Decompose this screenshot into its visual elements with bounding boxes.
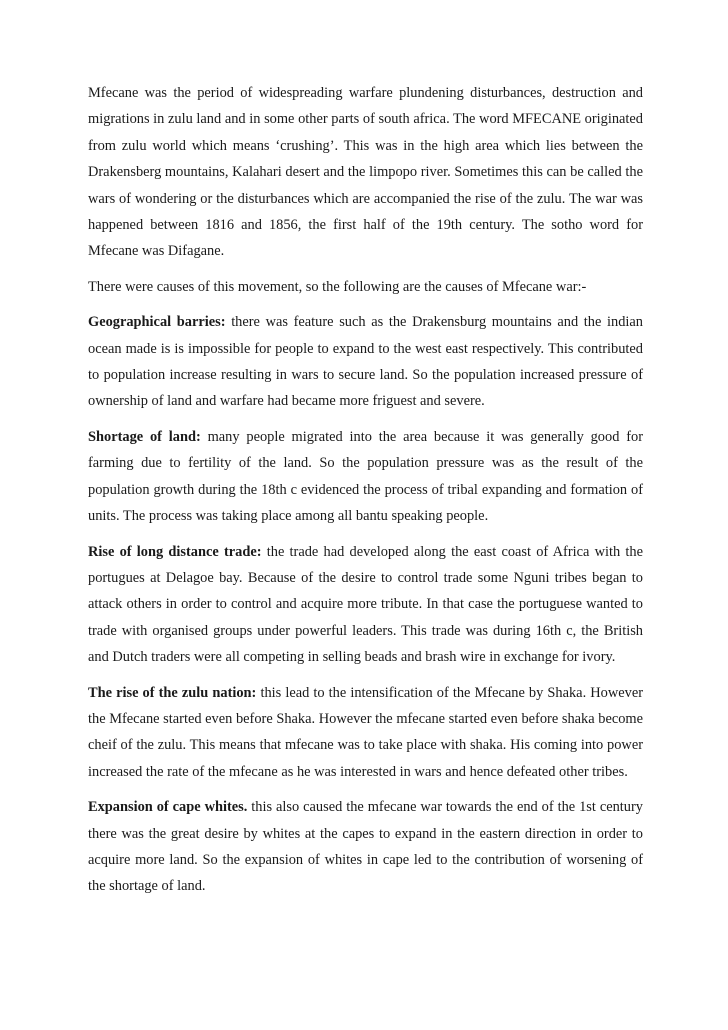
- paragraph-heading: Shortage of land:: [88, 428, 201, 445]
- paragraph-long-distance-trade: [88, 539, 643, 671]
- paragraph-causes-intro: [88, 274, 643, 300]
- paragraph-geographical-barriers: [88, 309, 643, 415]
- paragraph-text: the trade had developed along the east coast of Africa with the portugues at Delagoe bay. Because of the desire to control trade some Nguni tribes began to attack others in order to control and acquire more tribute. In that case the portuguese wanted to trade with organised groups under powerful leaders. This trade was during 16th c, the British and Dutch traders were all competing in selling beads and brash wire in exchange for ivory.: [88, 543, 643, 666]
- paragraph-text: there was feature such as the Drakensburg mountains and the indian ocean made is is impossible for people to expand to the west east respectively. This contributed to population increase resulting in wars to secure land. So the population increased pressure of ownership of land and warfare had became more friguest and severe.: [88, 314, 643, 410]
- paragraph-text: this also caused the mfecane war towards the end of the 1st century there was the great desire by whites at the capes to expand in the eastern direction in order to acquire more land. So the expansion of whites in cape led to the contribution of worsening of the shortage of land.: [88, 799, 643, 895]
- paragraph-cape-whites: [88, 794, 643, 900]
- document-page: [88, 80, 643, 909]
- paragraph-heading: Expansion of cape whites.: [88, 799, 248, 816]
- paragraph-heading: The rise of the zulu nation:: [88, 684, 257, 701]
- paragraph-heading: Geographical barries:: [88, 314, 226, 331]
- paragraph-text: There were causes of this movement, so the following are the causes of Mfecane war:-: [88, 278, 587, 295]
- paragraph-text: many people migrated into the area because it was generally good for farming due to fertility of the land. So the population pressure was as the result of the population growth during the 18th c evidenced the process of tribal expanding and formation of units. The process was taking place among all bantu speaking people.: [88, 428, 643, 525]
- paragraph-intro: [88, 80, 643, 265]
- paragraph-text: Mfecane was the period of widespreading warfare plundening disturbances, destruction and migrations in zulu land and in some other parts of south africa. The word MFECANE originated from zulu world which means ‘crushing’. This was in the high area which lies between the Drakensberg mountains, Kalahari desert and the limpopo river. Sometimes this can be called the wars of wondering or the disturbances which are accompanied the rise of the zulu. The war was happened between 1816 and 1856, the first half of the 19th century. The sotho word for Mfecane was Difagane.: [88, 85, 643, 260]
- paragraph-text: this lead to the intensification of the Mfecane by Shaka. However the Mfecane started even before Shaka. However the mfecane started even before shaka become cheif of the zulu. This means that mfecane was to take place with shaka. His coming into power increased the rate of the mfecane as he was interested in wars and hence defeated other tribes.: [88, 684, 643, 780]
- paragraph-zulu-nation: [88, 680, 643, 786]
- paragraph-heading: Rise of long distance trade:: [88, 543, 262, 560]
- paragraph-shortage-of-land: [88, 424, 643, 530]
